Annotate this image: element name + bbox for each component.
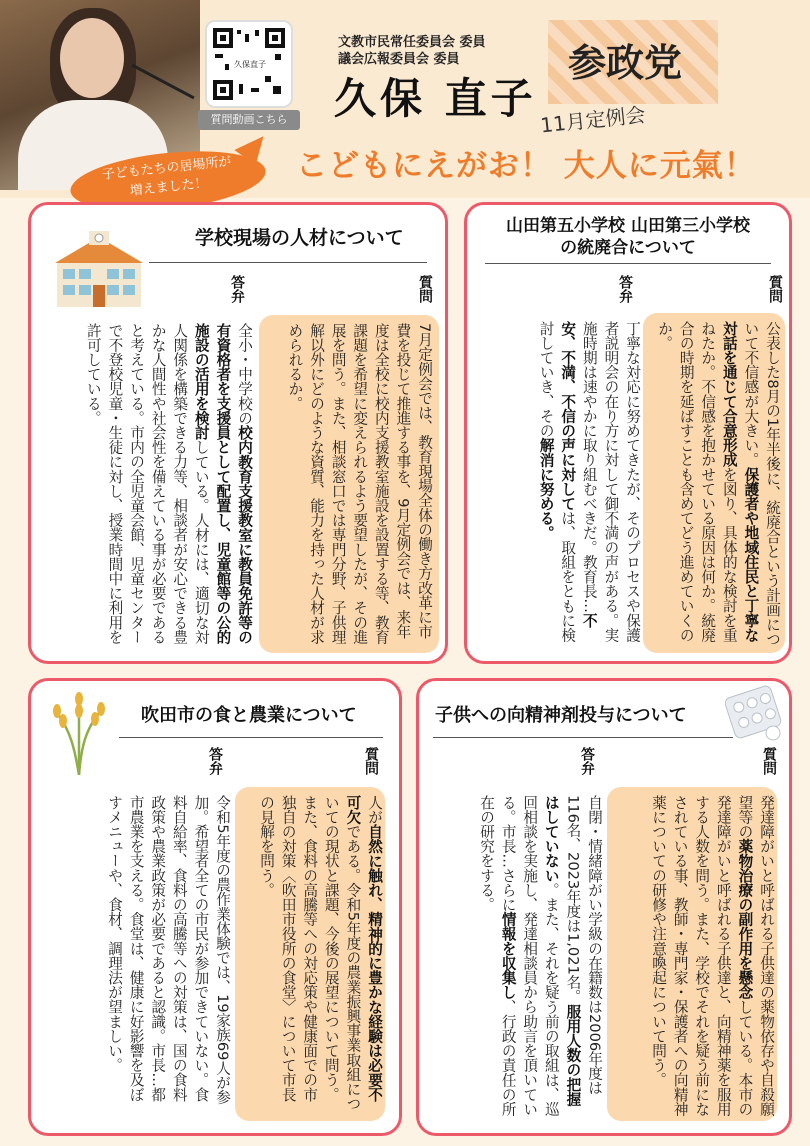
councilor-name: 久保 直子 [334, 74, 537, 123]
answer-emphasis: 情報を収集し [499, 911, 517, 1000]
school-building-icon [49, 229, 149, 309]
qr-code-icon [213, 28, 285, 100]
role-line: 議会広報委員会 委員 [338, 52, 460, 67]
party-name: 参政党 [568, 41, 683, 85]
question-label: 質問 [767, 275, 783, 303]
question-text [649, 321, 783, 649]
question-part: を図り、具体的な検討を重ねたか。不信感を抱かせている原因は何か。統廃合の時期を延ばすことも含めてどう進めていくのか。 [656, 321, 738, 643]
speech-bubble-line: 子どもたちの居場所が [101, 154, 233, 183]
title-rule [433, 737, 733, 738]
answer-label: 答弁 [617, 275, 633, 303]
question-label: 質問 [363, 747, 379, 775]
card-title [467, 215, 789, 259]
rice-plant-icon [45, 691, 115, 775]
answer-label: 答弁 [207, 747, 223, 775]
answer-label: 答弁 [579, 747, 595, 775]
answer-part: は、取組をともに検討していき、その [537, 321, 577, 643]
answer-part: 丁寧な対応に努めてきたが、そのプロセスや保護者説明会の在り方に対して御不満の声がある。実施時期は速やかに取り組むべきだ。教育長… [580, 321, 641, 643]
answer-part: 。また、それを疑う前の取組は、巡回相談を実施し、発達相談員から助言を頂いている。市長…さらに [499, 795, 560, 1117]
question-text [239, 795, 385, 1115]
question-part: 人が [366, 795, 383, 825]
question-emphasis: 自然に触れ、精神的に豊かな経験は必要不可欠 [344, 795, 383, 1102]
question-emphasis: 薬物治療の副作用を懸念 [736, 838, 754, 1000]
card-title-line: の統廃合について [560, 238, 696, 258]
answer-text: 令和5年度の農作業体験では、19家族69人が参加。希望者全ての市民が参加できていない。食料自給率、食料の高騰等への対策は、国の食料政策や農業政策が必要であると認識。市長…都市農業を支える。食堂は、健康に好影響を及ぼすメニューや、食材、調理法が望ましい。 [106, 795, 231, 1105]
session-label: 11月定例会 [539, 102, 647, 138]
answer-part: 、行政の責任の所在の研究をする。 [478, 795, 517, 1117]
answer-part: 自閉・情緒障がい学級の在籍数は2006年度は116名、2023年度は1,021名。 [564, 795, 603, 1095]
answer-text [477, 321, 643, 649]
title-rule [149, 262, 427, 263]
question-label: 質問 [761, 747, 777, 775]
answer-label: 答弁 [229, 275, 245, 303]
qr-caption[interactable]: 質問動画こちら [198, 110, 300, 130]
question-part: 公表した8月の1年半後に、統廃合という計画について不信感が大きい。 [742, 321, 781, 647]
answer-part: している。人材には、適切な対人関係を構築できる力等、相談者が安心できる豊かな人間性や社会性を備えている事が必要であると考えている。市内の全児童会館、児童センターで不登校児童・生徒に対し、授業時間中に利用を許可している。 [84, 323, 210, 645]
roles [338, 34, 486, 68]
answer-part: 全小・中学校の [236, 323, 253, 426]
card-psychotropic-drugs [416, 678, 792, 1136]
question-part: 発達障がいと呼ばれる子供達の薬物依存や自殺願望等の [736, 795, 775, 1117]
pill-pack-icon [725, 685, 787, 743]
question-text [613, 795, 777, 1117]
question-text: 7月定例会では、教育現場全体の働き方改革に市費を投じて推進する事を、9月定例会では、来年度は全校に校内支援教室施設を設置する等、教育課題を希望に変えられるよう要望したが、その進展を問う。また、相談窓口では専門分野、子供理解以外にどのような資質、能力を持った人材が求められるか。 [286, 323, 433, 645]
qr-inner-label: 久保直子 [234, 60, 266, 69]
question-part: している。本市の発達障がいと呼ばれる子供達と、向精神薬を服用する人数を問う。また、学校でそれを疑う前になされている事、教師・専門家・保護者への向精神薬についての研修や注意喚起について問う。 [650, 795, 754, 1117]
card-school-staff [28, 202, 448, 664]
answer-emphasis: 服用人数の把握はしていない [542, 795, 582, 1107]
speech-bubble-line: 増えました！ [129, 175, 209, 200]
question-part: である。令和5年度の農業振興事業取組についての現状と課題、今後の展望について問う。また、食料の高騰等への対応策や健康面での市独自の対策〈吹田市役所の食堂〉について市長の見解を問う。 [258, 795, 362, 1111]
answer-text [429, 795, 605, 1117]
role-line: 文教市民常任委員会 委員 [338, 35, 486, 50]
answer-emphasis: 校内教育支援教室に教員免許等の有資格者を支援員として配置し、児童館等の公的施設の活用を検討 [192, 323, 253, 645]
title-rule [485, 263, 771, 264]
qr-code[interactable] [207, 22, 291, 106]
answer-emphasis: 不安、不満、不信の声に対して [559, 321, 598, 628]
card-title-line: 山田第五小学校 山田第三小学校 [506, 216, 750, 236]
card-title: 学校現場の人材について [195, 227, 404, 249]
card-food-agriculture [28, 678, 402, 1136]
question-emphasis: 保護者や地域住民と丁寧な対話を通じて合意形成 [720, 321, 760, 643]
answer-text [43, 323, 255, 649]
photo-microphone [131, 64, 194, 100]
answer-emphasis: 解消に努める。 [537, 437, 555, 541]
card-title: 子供への向精神剤投与について [435, 705, 687, 726]
card-title: 吹田市の食と農業について [141, 705, 357, 726]
card-school-merger [464, 202, 792, 664]
title-rule [119, 737, 383, 738]
slogan: こどもにえがお！ 大人に元氣！ [296, 148, 756, 184]
photo-face [60, 18, 124, 98]
question-label: 質問 [417, 275, 433, 303]
